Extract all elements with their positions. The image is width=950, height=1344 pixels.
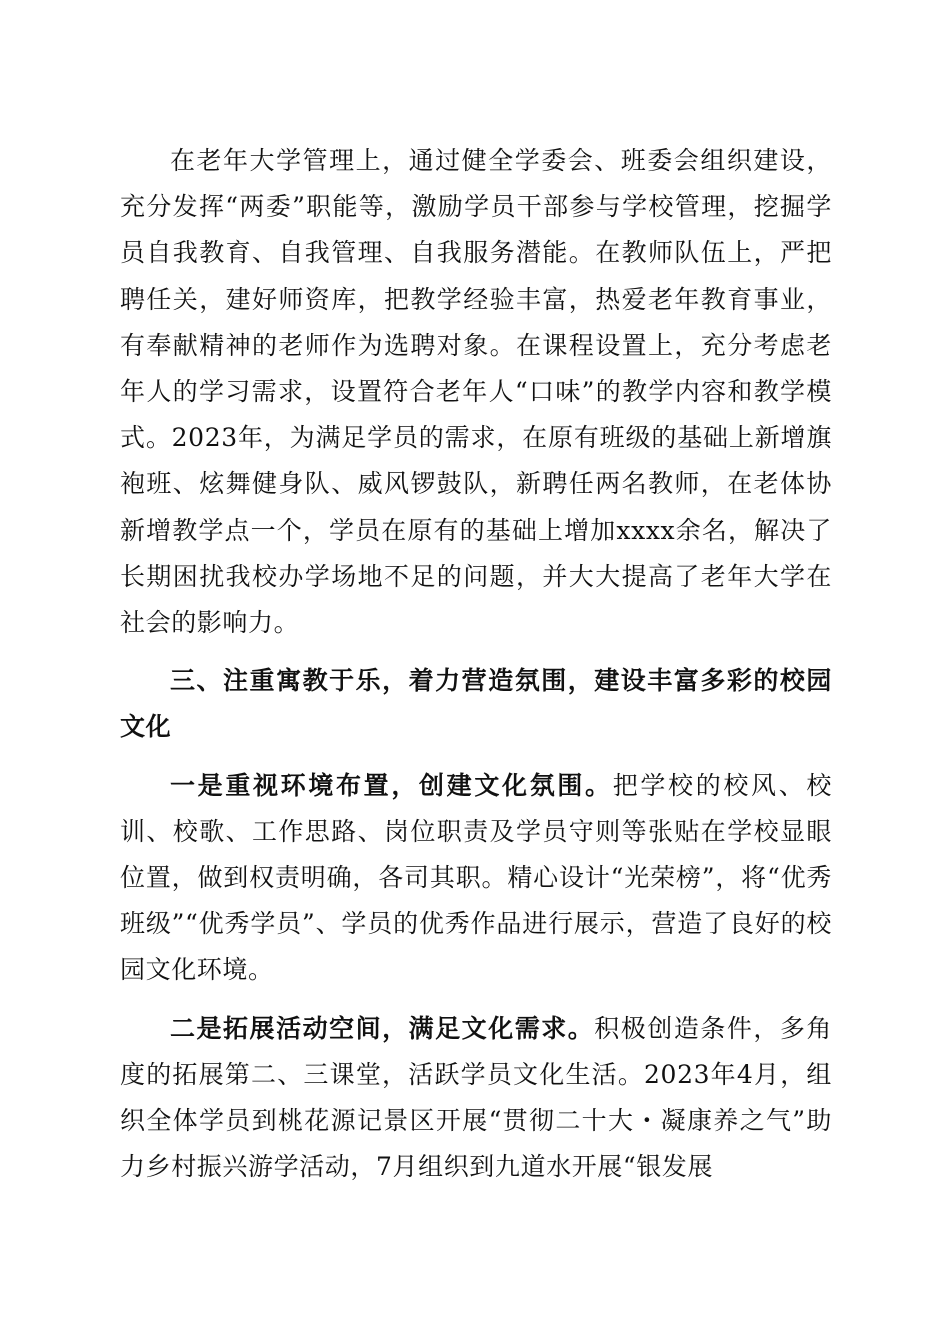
paragraph-body-environment: 把学校的校风、校训、校歌、工作思路、岗位职责及学员守则等张贴在学校显眼位置，做到权责明确，各司其职。精心设计“光荣榜”，将“优秀班级”“优秀学员”、学员的优秀作品进行展示，营造了良好的校园文化环境。: [120, 770, 832, 985]
paragraph-lead-environment: 一是重视环境布置，创建文化氛围。: [170, 770, 613, 800]
document-page: [120, 138, 832, 1190]
paragraph-body-activities: 积极创造条件，多角度的拓展第二、三课堂，活跃学员文化生活。2023年4月，组织全体学员到桃花源记景区开展“贯彻二十大・凝康养之气”助力乡村振兴游学活动，7月组织到九道水开展“银发展: [120, 1013, 832, 1182]
body-paragraph-management: 在老年大学管理上，通过健全学委会、班委会组织建设，充分发挥“两委”职能等，激励学员干部参与学校管理，挖掘学员自我教育、自我管理、自我服务潜能。在教师队伍上，严把聘任关，建好师资库，把教学经验丰富，热爱老年教育事业，有奉献精神的老师作为选聘对象。在课程设置上，充分考虑老年人的学习需求，设置符合老年人“口味”的教学内容和教学模式。2023年，为满足学员的需求，在原有班级的基础上新增旗袍班、炫舞健身队、威风锣鼓队，新聘任两名教师，在老体协新增教学点一个，学员在原有的基础上增加xxxx余名，解决了长期困扰我校办学场地不足的问题，并大大提高了老年大学在社会的影响力。: [120, 146, 832, 638]
paragraph-spacing: [120, 751, 832, 763]
section-heading-campus-culture: 三、注重寓教于乐，着力营造氛围，建设丰富多彩的校园文化: [120, 666, 832, 742]
body-paragraph-environment: [120, 763, 832, 994]
paragraph-lead-activities: 二是拓展活动空间，满足文化需求。: [170, 1013, 595, 1043]
body-paragraph-activities: [120, 1006, 832, 1191]
paragraph-spacing: [120, 646, 832, 658]
paragraph-spacing: [120, 994, 832, 1006]
